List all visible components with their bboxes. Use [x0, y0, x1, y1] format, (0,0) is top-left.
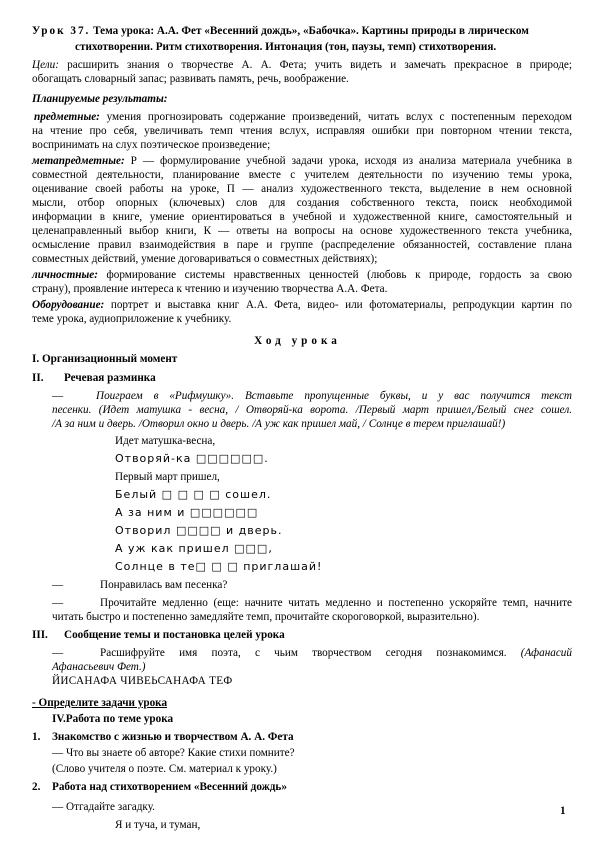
poem-line: А за ним и □□□□□□: [115, 506, 259, 519]
warmup-line3: /А за ним и дверь. /Отворил окно и дверь. /А уж как пришел май, / Солнце в терем приглашай!): [52, 418, 506, 430]
decode-line2: Афанасьевич Фет.): [52, 661, 146, 673]
poem-line: Белый □ □ □ □ сошел.: [115, 488, 272, 501]
cipher-text: ЙИСАНАФА ЧИВЕЬСАНАФА ТЕФ: [52, 675, 233, 687]
meta-line7: осмысление правил взаимодействия в паре и группе (распределение обязанностей, составление плана: [32, 239, 572, 251]
decode-line1: Расшифруйте имя поэта, с чьим творчеством сегодня познакомимся. (Афанасий: [100, 647, 572, 659]
question-1: Понравилась вам песенка?: [100, 579, 228, 591]
subject-line1: предметные: умения прогнозировать содержание произведений, читать вслух с постепенным переходом: [34, 111, 572, 123]
question-1-dash: —: [52, 579, 64, 591]
lesson-number: Урок 37.: [32, 25, 91, 37]
equipment-line2: теме урока, аудиоприложение к учебнику.: [32, 313, 232, 325]
question-2-line2: читать быстро и постепенно замедляйте темп, прочитайте скороговоркой, выразительно).: [52, 611, 480, 623]
meta-line3: оценивание своей работы на уроке, П — анализ художественного текста, выделение в нем основной: [32, 183, 572, 195]
poem-line: Отворил □□□□ и дверь.: [115, 524, 283, 537]
poem-line: Первый март пришел,: [115, 471, 220, 483]
section-3-heading: Сообщение темы и постановка целей урока: [64, 629, 285, 641]
personal-line1: личностные: формирование системы нравственных ценностей (любовь к природе, гордость за свою: [32, 269, 572, 281]
item-1-number: 1.: [32, 731, 41, 743]
meta-label: метапредметные:: [32, 155, 125, 167]
define-tasks: - Определите задачи урока: [32, 697, 168, 709]
warmup-line2: песенки. (Идет матушка - весна, / Отворяй-ка ворота. /Первый март пришел,/Белый снег сошел.: [52, 404, 572, 416]
item-1-note: (Слово учителя о поэте. См. материал к уроку.): [52, 763, 277, 775]
section-3-number: III.: [32, 629, 48, 641]
meta-line2: совместной деятельности, планирование вместе с учителем деятельности по изучению темы урока,: [32, 169, 572, 181]
equipment-line1: Оборудование: портрет и выставка книг А.А. Фета, видео- или фотоматериалы, репродукции картин по: [32, 299, 572, 311]
section-1-heading: I. Организационный момент: [32, 353, 178, 365]
item-1-question: — Что вы знаете об авторе? Какие стихи помните?: [52, 747, 295, 759]
question-2-dash: —: [52, 597, 64, 609]
poem-line: Отворяй-ка □□□□□□.: [115, 452, 269, 465]
meta-line5: информации в книге, умение ориентироваться в учебной и художественной книге, самостоятельный и: [32, 211, 572, 223]
poem-line: Идет матушка-весна,: [115, 435, 216, 447]
meta-line6: целенаправленный выбор книги, К — ответы на вопросы на основе художественного текста учебника,: [32, 225, 572, 237]
personal-label: личностные:: [32, 269, 98, 281]
meta-line1: метапредметные: Р — формулирование учебной задачи урока, исходя из анализа материала учебника в: [32, 155, 572, 167]
section-4-heading: IV.Работа по теме урока: [52, 713, 174, 725]
planned-results-heading: Планируемые результаты:: [32, 93, 168, 105]
warmup-line1: Поиграем в «Рифмушку». Вставьте пропущенные буквы, и у вас получится текст: [96, 390, 572, 402]
equipment-label: Оборудование:: [32, 299, 105, 311]
meta-line4: мысли, отбор опорных (ключевых) слов для создания собственного текста, поиск необходимой: [32, 197, 572, 209]
goals-line1: Цели: расширить знания о творчестве А. А. Фета; учить видеть и замечать прекрасное в природе;: [32, 59, 572, 71]
personal-line2: страну), проявление интереса к чтению и изучению творчества А.А. Фета.: [32, 283, 388, 295]
warmup-dash: —: [52, 390, 64, 402]
item-1-heading: Знакомство с жизнью и творчеством А. А. Фета: [52, 731, 294, 743]
riddle-prompt: — Отгадайте загадку.: [52, 801, 155, 813]
item-2-heading: Работа над стихотворением «Весенний дождь»: [52, 781, 287, 793]
lesson-title-line1: Урок 37. Тема урока: А.А. Фет «Весенний дождь», «Бабочка». Картины природы в лирическом: [32, 25, 529, 37]
course-title: Ход урока: [254, 335, 341, 347]
poem-line: А уж как пришел □□□,: [115, 542, 273, 555]
lesson-title-line2: стихотворении. Ритм стихотворения. Интонация (тон, паузы, темп) стихотворения.: [75, 41, 497, 53]
subject-line2: на чтение про себя, увеличивать темп чтения вслух, исправляя ошибки при повторном чтении текста,: [32, 125, 572, 137]
item-2-number: 2.: [32, 781, 41, 793]
riddle-line: Я и туча, и туман,: [115, 819, 201, 831]
page-number: 1: [560, 805, 566, 817]
decode-dash: —: [52, 647, 64, 659]
question-2-line1: Прочитайте медленно (еще: начните читать медленно и постепенно ускоряйте темп, начните: [100, 597, 572, 609]
section-2-number: II.: [32, 372, 44, 384]
poem-line: Солнце в те□ □ □ приглашай!: [115, 560, 323, 573]
subject-label: предметные:: [34, 111, 100, 123]
subject-line3: воспринимать на слух поэтическое произведение;: [32, 139, 271, 151]
goals-line2: обогащать словарный запас; развивать память, речь, воображение.: [32, 73, 349, 85]
meta-line8: совместных действий, умение договариваться о совместных действиях);: [32, 253, 378, 265]
section-2-heading: Речевая разминка: [64, 372, 156, 384]
goals-label: Цели:: [32, 59, 59, 71]
